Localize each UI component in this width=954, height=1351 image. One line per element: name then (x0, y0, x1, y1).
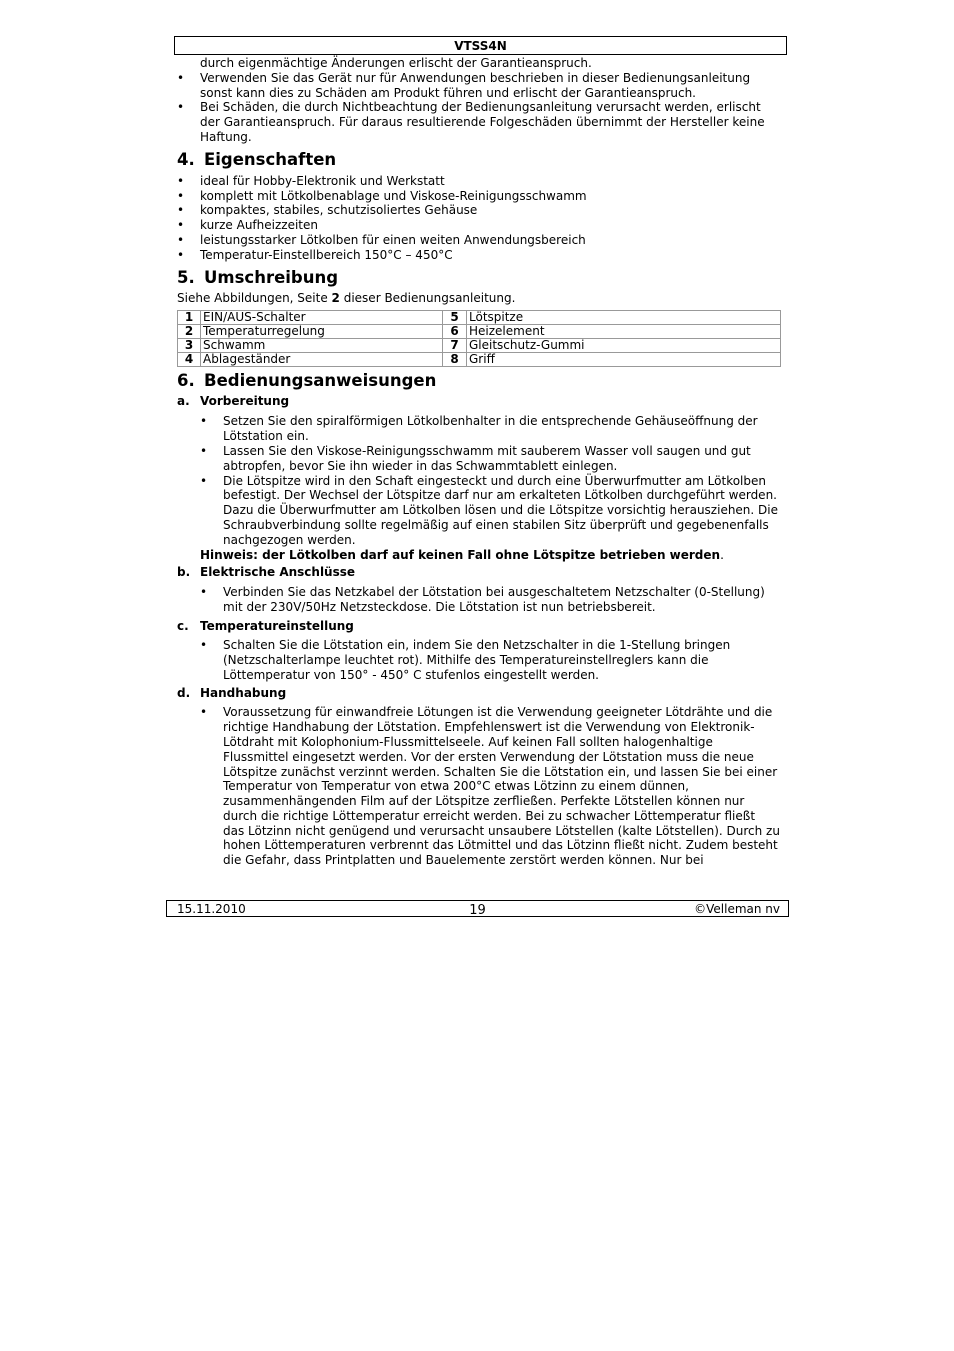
list-item: • Temperatur-Einstellbereich 150°C – 450°C (177, 248, 780, 263)
warning-note: Hinweis: der Lötkolben darf auf keinen Fall ohne Lötspitze betrieben werden. (200, 547, 724, 562)
part-number: 6 (443, 325, 467, 339)
table-row (178, 311, 781, 325)
subsection-b-heading: b. Elektrische Anschlüsse (177, 565, 356, 580)
subsection-d-heading: d. Handhabung (177, 686, 287, 701)
table-row (178, 353, 781, 367)
page-number: 19 (469, 903, 486, 918)
list-item: • Voraussetzung für einwandfreie Lötungen ist die Verwendung geeigneter Lötdrähte und die richtige Handhabung der Lötstation. Empfehlenswert ist die Verwendung von Elektronik-Lötdraht mit Kolophonium-Flussmittelseele. Auf keinen Fall sollten halogenhaltige Flussmittel eingesetzt werden. Vor der ersten Verwendung der Lötstation muss die neue Lötspitze zunächst verzinnt werden. Schalten Sie die Lötstation ein, und lassen Sie bei einer Temperatur von Temperatur von etwa 200°C etwas Lötzinn zu einem dünnen, zusammenhängenden Film auf der Lötspitze zerfließen. Perfekte Lötstellen können nur durch die richtige Löttemperatur erreicht werden. Bei zu schwacher Löttemperatur fließt das Lötzinn nicht genügend und verursacht unsaubere Lötstellen (kalte Lötstellen). Durch zu hohen Löttemperaturen verbrennt das Lötmittel und das Lötzinn fließt nicht. Zudem besteht die Gefahr, dass Printplatten und Bauelemente zerstört werden können. Nur bei (200, 705, 780, 868)
list-item: • Schalten Sie die Lötstation ein, indem Sie den Netzschalter in die 1-Stellung bringen (Netzschalterlampe leuchtet rot). Mithilfe des Temperatureinstellreglers kann die Löttemperatur von 150° - 450° C stufenlos eingestellt werden. (200, 638, 780, 682)
electrical-list (200, 585, 780, 615)
list-item: • Verwenden Sie das Gerät nur für Anwendungen beschrieben in dieser Bedienungsanleitung sonst kann dies zu Schäden am Produkt führen und erlischt der Garantieanspruch. (177, 71, 780, 101)
part-number: 8 (443, 353, 467, 367)
part-number: 3 (178, 339, 201, 353)
list-item: • Setzen Sie den spiralförmigen Lötkolbenhalter in die entsprechende Gehäuseöffnung der Lötstation ein. (200, 414, 780, 444)
footer-copyright: ©Velleman nv (694, 902, 780, 916)
section-title: Umschreibung (204, 267, 339, 287)
table-row (178, 325, 781, 339)
part-label: Gleitschutz-Gummi (467, 339, 781, 353)
part-label: Lötspitze (467, 311, 781, 325)
list-item: • kurze Aufheizzeiten (177, 218, 780, 233)
part-label: EIN/AUS-Schalter (201, 311, 443, 325)
section-5-heading (177, 268, 780, 288)
list-item: • ideal für Hobby-Elektronik und Werkstatt (177, 174, 780, 189)
list-item: • Die Lötspitze wird in den Schaft eingesteckt und durch eine Überwurfmutter am Lötkolben befestigt. Der Wechsel der Lötspitze darf nur am erkalteten Lötkolben durchgeführt werden. Dazu die Überwurfmutter am Lötkolben lösen und die Lötspitze vorsichtig herausziehen. Die Schraubverbindung sollte regelmäßig auf einen stabilen Sitz überprüft und gegebenenfalls nachgezogen werden. (200, 474, 780, 548)
section-title: Eigenschaften (204, 149, 337, 169)
section-number: 6. (177, 371, 195, 391)
section-6-heading (177, 371, 780, 391)
section-5-intro: Siehe Abbildungen, Seite 2 dieser Bedienungsanleitung. (177, 290, 516, 305)
part-number: 2 (178, 325, 201, 339)
temperature-list (200, 638, 780, 682)
section-number: 4. (177, 149, 195, 169)
section-number: 5. (177, 267, 195, 287)
page-content (177, 56, 780, 868)
part-label: Schwamm (201, 339, 443, 353)
intro-continuation: durch eigenmächtige Änderungen erlischt der Garantieanspruch. (200, 56, 592, 70)
part-number: 4 (178, 353, 201, 367)
section-4-heading (177, 150, 780, 170)
part-label: Griff (467, 353, 781, 367)
footer-date: 15.11.2010 (177, 902, 246, 916)
subsection-c-heading: c. Temperatureinstellung (177, 618, 354, 633)
part-label: Temperaturregelung (201, 325, 443, 339)
subsection-a-heading: a. Vorbereitung (177, 394, 290, 409)
list-item: • komplett mit Lötkolbenablage und Viskose-Reinigungsschwamm (177, 189, 780, 204)
features-list (177, 174, 780, 263)
model-name: VTSS4N (454, 39, 507, 53)
list-item: • leistungsstarker Lötkolben für einen weiten Anwendungsbereich (177, 233, 780, 248)
list-item: • Bei Schäden, die durch Nichtbeachtung der Bedienungsanleitung verursacht werden, erlischt der Garantieanspruch. Für daraus resultierende Folgeschäden übernimmt der Hersteller keine Haftung. (177, 100, 780, 144)
part-label: Ablageständer (201, 353, 443, 367)
preparation-list (200, 414, 780, 547)
list-item: • Lassen Sie den Viskose-Reinigungsschwamm mit sauberem Wasser voll saugen und gut abtropfen, bevor Sie ihn wieder in das Schwammtablett einlegen. (200, 444, 780, 474)
parts-table (177, 310, 781, 367)
table-row (178, 339, 781, 353)
list-item: • Verbinden Sie das Netzkabel der Lötstation bei ausgeschaltetem Netzschalter (0-Stellung) mit der 230V/50Hz Netzsteckdose. Die Lötstation ist nun betriebsbereit. (200, 585, 780, 615)
list-item: • kompaktes, stabiles, schutzisoliertes Gehäuse (177, 203, 780, 218)
part-number: 5 (443, 311, 467, 325)
page-footer (166, 900, 789, 917)
intro-bullet-list (177, 71, 780, 145)
part-label: Heizelement (467, 325, 781, 339)
part-number: 1 (178, 311, 201, 325)
handling-list (200, 705, 780, 868)
part-number: 7 (443, 339, 467, 353)
document-header (174, 36, 787, 55)
section-title: Bedienungsanweisungen (204, 371, 437, 391)
